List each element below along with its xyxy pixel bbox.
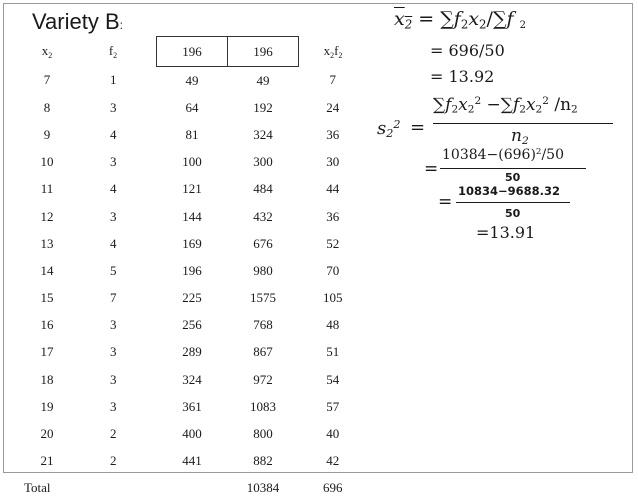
variance-step-2-denominator: 50 [505, 208, 520, 219]
total-label: Total [24, 475, 70, 502]
table-cell: 256 [157, 312, 228, 339]
table-cell: 3 [70, 149, 157, 176]
table-cell: 324 [228, 121, 299, 148]
table-row [24, 203, 367, 230]
table-cell: 4 [70, 176, 157, 203]
table-cell: 8 [24, 94, 70, 121]
table-cell: 18 [24, 366, 70, 393]
table-cell: 7 [70, 285, 157, 312]
table-cell: 20 [24, 420, 70, 447]
table-cell: 51 [299, 339, 368, 366]
table-cell: 11 [24, 176, 70, 203]
table-cell: 3 [70, 393, 157, 420]
header-f2: $f_2$ [70, 37, 157, 67]
table-cell: 21 [24, 448, 70, 475]
variance-result: =13.91 [476, 225, 535, 241]
table-cell: 64 [157, 94, 228, 121]
variance-step-2-equals: = [438, 194, 452, 211]
table-row [24, 176, 367, 203]
variance-symbol: $s_2^2$ [377, 119, 400, 139]
table-cell: 49 [228, 67, 299, 95]
table-cell: 100 [157, 149, 228, 176]
table-row [24, 230, 367, 257]
header-x2: $x_2$ [24, 37, 70, 67]
header-cell-196-a: 196 [157, 37, 228, 67]
table-cell: 4 [70, 230, 157, 257]
variance-denominator: $n_2$ [511, 128, 529, 146]
table-row [24, 312, 367, 339]
table-cell: 44 [299, 176, 368, 203]
table-cell: 7 [299, 67, 368, 95]
table-cell: 19 [24, 393, 70, 420]
table-cell: 12 [24, 203, 70, 230]
table-row [24, 149, 367, 176]
total-cell [70, 475, 157, 502]
total-cell [157, 475, 228, 502]
table-total-row [24, 475, 367, 502]
total-cell: 696 [299, 475, 368, 502]
table-cell: 24 [299, 94, 368, 121]
table-cell: 441 [157, 448, 228, 475]
title-colon: : [120, 18, 123, 32]
table-cell: 324 [157, 366, 228, 393]
table-cell: 4 [70, 121, 157, 148]
slide-title [32, 9, 123, 35]
variance-numerator: $\sum f_2x_2^2 -\sum f_2x_2^2$ $/n_2$ [433, 96, 578, 115]
variance-step-1-bar [440, 168, 586, 169]
frequency-table [24, 36, 367, 502]
table-cell: 867 [228, 339, 299, 366]
table-header-row [24, 37, 367, 67]
table-cell: 882 [228, 448, 299, 475]
table-row [24, 420, 367, 447]
table-cell: 980 [228, 257, 299, 284]
table-cell: 70 [299, 257, 368, 284]
table-cell: 484 [228, 176, 299, 203]
table-row [24, 339, 367, 366]
table-cell: 289 [157, 339, 228, 366]
table-cell: 49 [157, 67, 228, 95]
table-cell: 2 [70, 448, 157, 475]
table-cell: 300 [228, 149, 299, 176]
table-cell: 13 [24, 230, 70, 257]
table-cell: 169 [157, 230, 228, 257]
table-row [24, 285, 367, 312]
table-cell: 1 [70, 67, 157, 95]
table-row [24, 94, 367, 121]
table-row [24, 257, 367, 284]
mean-symbol: $x_2$ [394, 8, 412, 30]
table-cell: 3 [70, 339, 157, 366]
table-cell: 9 [24, 121, 70, 148]
table-cell: 1575 [228, 285, 299, 312]
variance-fraction-bar [433, 123, 613, 124]
table-cell: 192 [228, 94, 299, 121]
table-cell: 196 [157, 257, 228, 284]
table-cell: 36 [299, 121, 368, 148]
table-row [24, 393, 367, 420]
table-cell: 48 [299, 312, 368, 339]
table-cell: 972 [228, 366, 299, 393]
table-cell: 121 [157, 176, 228, 203]
table-cell: 57 [299, 393, 368, 420]
table-cell: 2 [70, 420, 157, 447]
table-cell: 15 [24, 285, 70, 312]
table-cell: 3 [70, 366, 157, 393]
table-row [24, 67, 367, 95]
table-cell: 10 [24, 149, 70, 176]
table-cell: 105 [299, 285, 368, 312]
table-cell: 400 [157, 420, 228, 447]
mean-step-2: = 13.92 [430, 69, 494, 85]
mean-step-1: = 696/50 [430, 43, 505, 59]
table-cell: 14 [24, 257, 70, 284]
table-cell: 16 [24, 312, 70, 339]
variance-step-1-equals: = [424, 161, 438, 178]
title-text: Variety B [32, 9, 120, 34]
table-cell: 42 [299, 448, 368, 475]
table-cell: 54 [299, 366, 368, 393]
table-cell: 361 [157, 393, 228, 420]
table-cell: 800 [228, 420, 299, 447]
table-cell: 52 [299, 230, 368, 257]
table-cell: 768 [228, 312, 299, 339]
table-row [24, 121, 367, 148]
table-cell: 81 [157, 121, 228, 148]
header-x2f2: $x_2f_2$ [299, 37, 368, 67]
variance-step-2-numerator: 10834−9688.32 [458, 186, 560, 198]
table-cell: 5 [70, 257, 157, 284]
table-cell: 36 [299, 203, 368, 230]
total-cell: 10384 [228, 475, 299, 502]
table-cell: 3 [70, 94, 157, 121]
variance-equals: = [410, 119, 425, 137]
table-body [24, 37, 367, 502]
mean-formula: $x_2 = \sum f_2x_2/\sum f$ $_2$ [394, 10, 526, 31]
table-cell: 432 [228, 203, 299, 230]
table-cell: 17 [24, 339, 70, 366]
table-cell: 225 [157, 285, 228, 312]
table-cell: 676 [228, 230, 299, 257]
variance-step-2-bar [456, 202, 570, 203]
variance-step-1-numerator: $10384-(696)^2/50$ [442, 148, 564, 162]
table-cell: 1083 [228, 393, 299, 420]
table-cell: 3 [70, 203, 157, 230]
table-cell: 3 [70, 312, 157, 339]
variance-step-1-denominator: 50 [505, 172, 520, 183]
table-cell: 7 [24, 67, 70, 95]
header-cell-196-b: 196 [228, 37, 299, 67]
table-cell: 40 [299, 420, 368, 447]
table-cell: 30 [299, 149, 368, 176]
table-cell: 144 [157, 203, 228, 230]
table-row [24, 366, 367, 393]
table-row [24, 448, 367, 475]
